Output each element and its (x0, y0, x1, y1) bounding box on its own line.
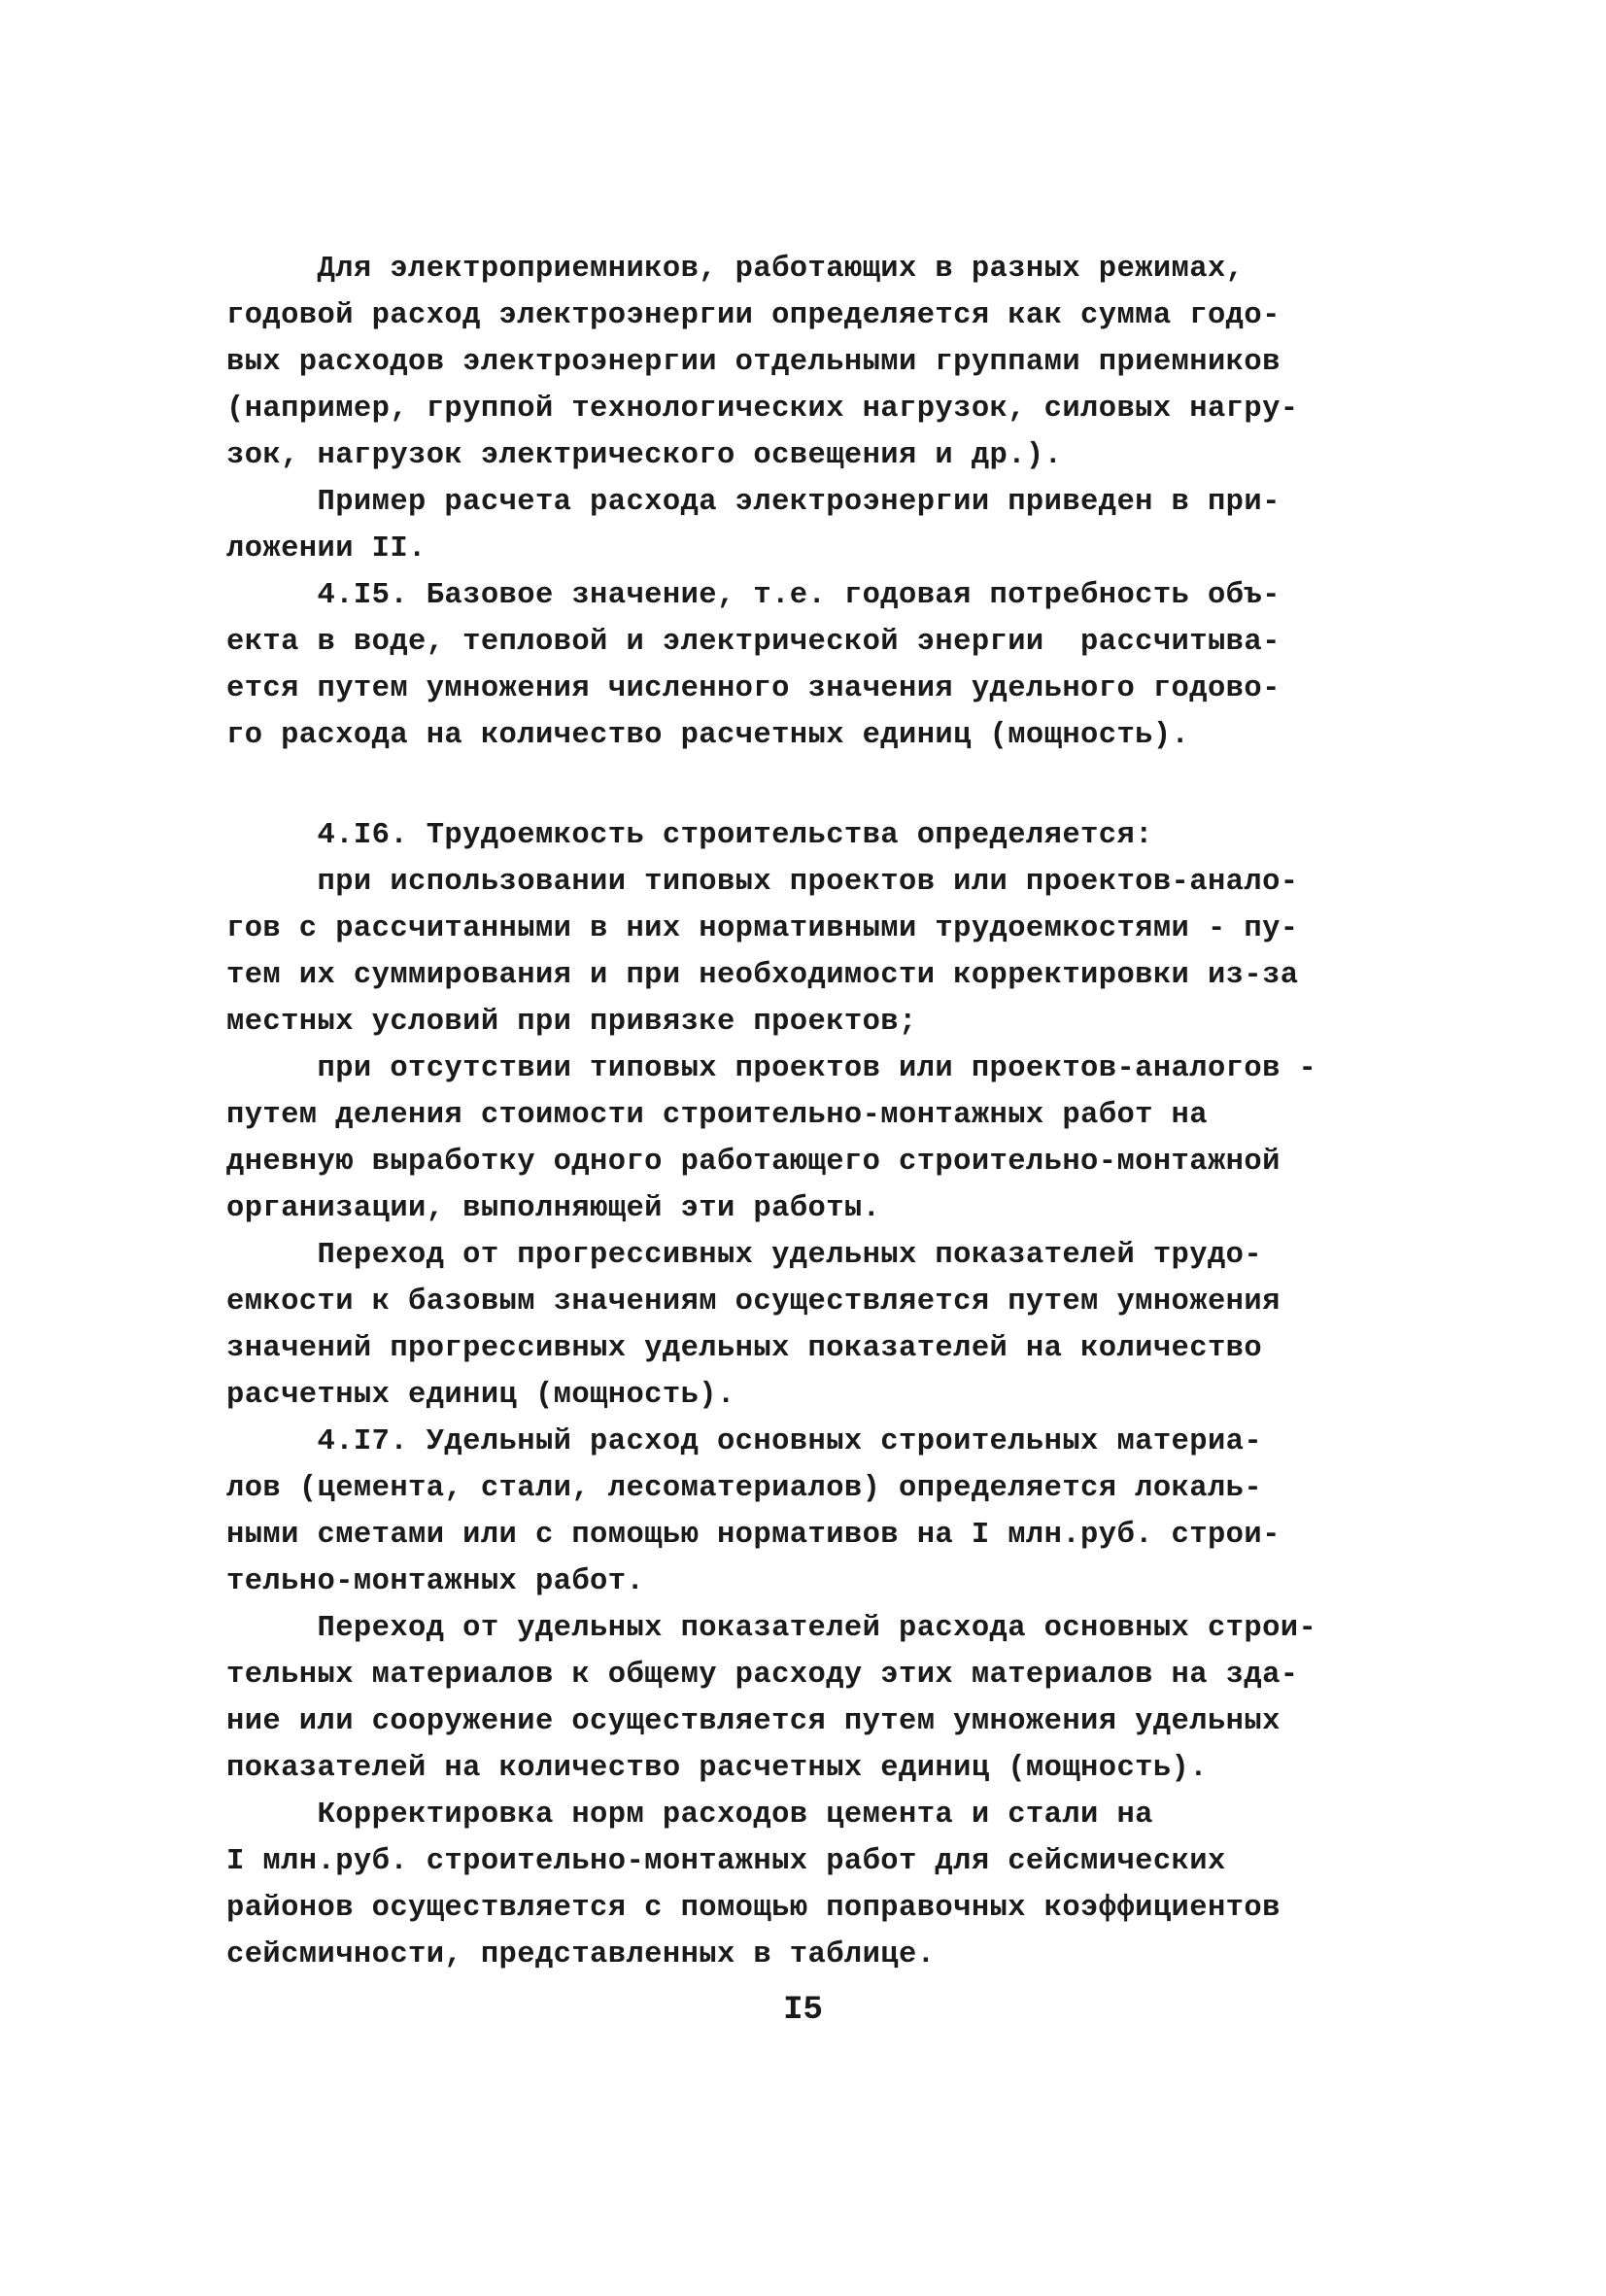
text-line: 4.I5. Базовое значение, т.е. годовая потребность объ- (226, 579, 1281, 612)
text-line: (например, группой технологических нагрузок, силовых нагру- (226, 393, 1299, 426)
text-line: Корректировка норм расходов цемента и стали на (226, 1799, 1153, 1832)
text-line: Для электроприемников, работающих в разных режимах, (226, 253, 1245, 286)
text-line: зок, нагрузок электрического освещения и др.). (226, 439, 1063, 472)
text-line: при отсутствии типовых проектов или проектов-аналогов - (226, 1052, 1317, 1085)
paragraph-gap (226, 759, 1392, 812)
text-line: расчетных единиц (мощность). (226, 1379, 735, 1412)
text-line: гов с рассчитанными в них нормативными трудоемкостями - пу- (226, 912, 1299, 945)
text-line: 4.I7. Удельный расход основных строительных материа- (226, 1425, 1263, 1458)
text-line: тем их суммирования и при необходимости корректировки из-за (226, 959, 1299, 992)
body-text (226, 246, 1392, 1978)
text-line: годовой расход электроэнергии определяется как сумма годо- (226, 299, 1281, 332)
text-line: екта в воде, тепловой и электрической энергии рассчитыва- (226, 626, 1281, 659)
text-line: ложении II. (226, 532, 427, 565)
text-line: вых расходов электроэнергии отдельными группами приемников (226, 346, 1281, 379)
text-line: путем деления стоимости строительно-монтажных работ на (226, 1099, 1208, 1132)
text-line: тельных материалов к общему расходу этих материалов на зда- (226, 1659, 1299, 1692)
text-line: местных условий при привязке проектов; (226, 1006, 917, 1039)
text-line: емкости к базовым значениям осуществляется путем умножения (226, 1285, 1281, 1319)
text-line: значений прогрессивных удельных показателей на количество (226, 1332, 1263, 1365)
text-line: показателей на количество расчетных единиц (мощность). (226, 1752, 1208, 1785)
paragraph-2 (226, 812, 1392, 1978)
text-line: районов осуществляется с помощью поправочных коэффициентов (226, 1892, 1281, 1925)
paragraph-1 (226, 246, 1392, 759)
page-number: I5 (783, 1992, 823, 2029)
text-line: I млн.руб. строительно-монтажных работ для сейсмических (226, 1845, 1226, 1878)
text-line: сейсмичности, представленных в таблице. (226, 1938, 936, 1971)
text-line: Переход от удельных показателей расхода основных строи- (226, 1612, 1317, 1645)
text-line: го расхода на количество расчетных единиц (мощность). (226, 719, 1190, 752)
text-line: ными сметами или с помощью нормативов на I млн.руб. строи- (226, 1519, 1281, 1552)
text-line: ние или сооружение осуществляется путем умножения удельных (226, 1705, 1281, 1738)
text-line: Переход от прогрессивных удельных показателей трудо- (226, 1239, 1263, 1272)
text-line: 4.I6. Трудоемкость строительства определяется: (226, 819, 1153, 852)
text-line: тельно-монтажных работ. (226, 1565, 645, 1598)
text-line: лов (цемента, стали, лесоматериалов) определяется локаль- (226, 1472, 1263, 1505)
text-line: ется путем умножения численного значения удельного годово- (226, 672, 1281, 705)
text-line: организации, выполняющей эти работы. (226, 1192, 881, 1225)
text-line: при использовании типовых проектов или проектов-анало- (226, 866, 1299, 899)
text-line: дневную выработку одного работающего строительно-монтажной (226, 1146, 1281, 1179)
text-line: Пример расчета расхода электроэнергии приведен в при- (226, 486, 1281, 519)
